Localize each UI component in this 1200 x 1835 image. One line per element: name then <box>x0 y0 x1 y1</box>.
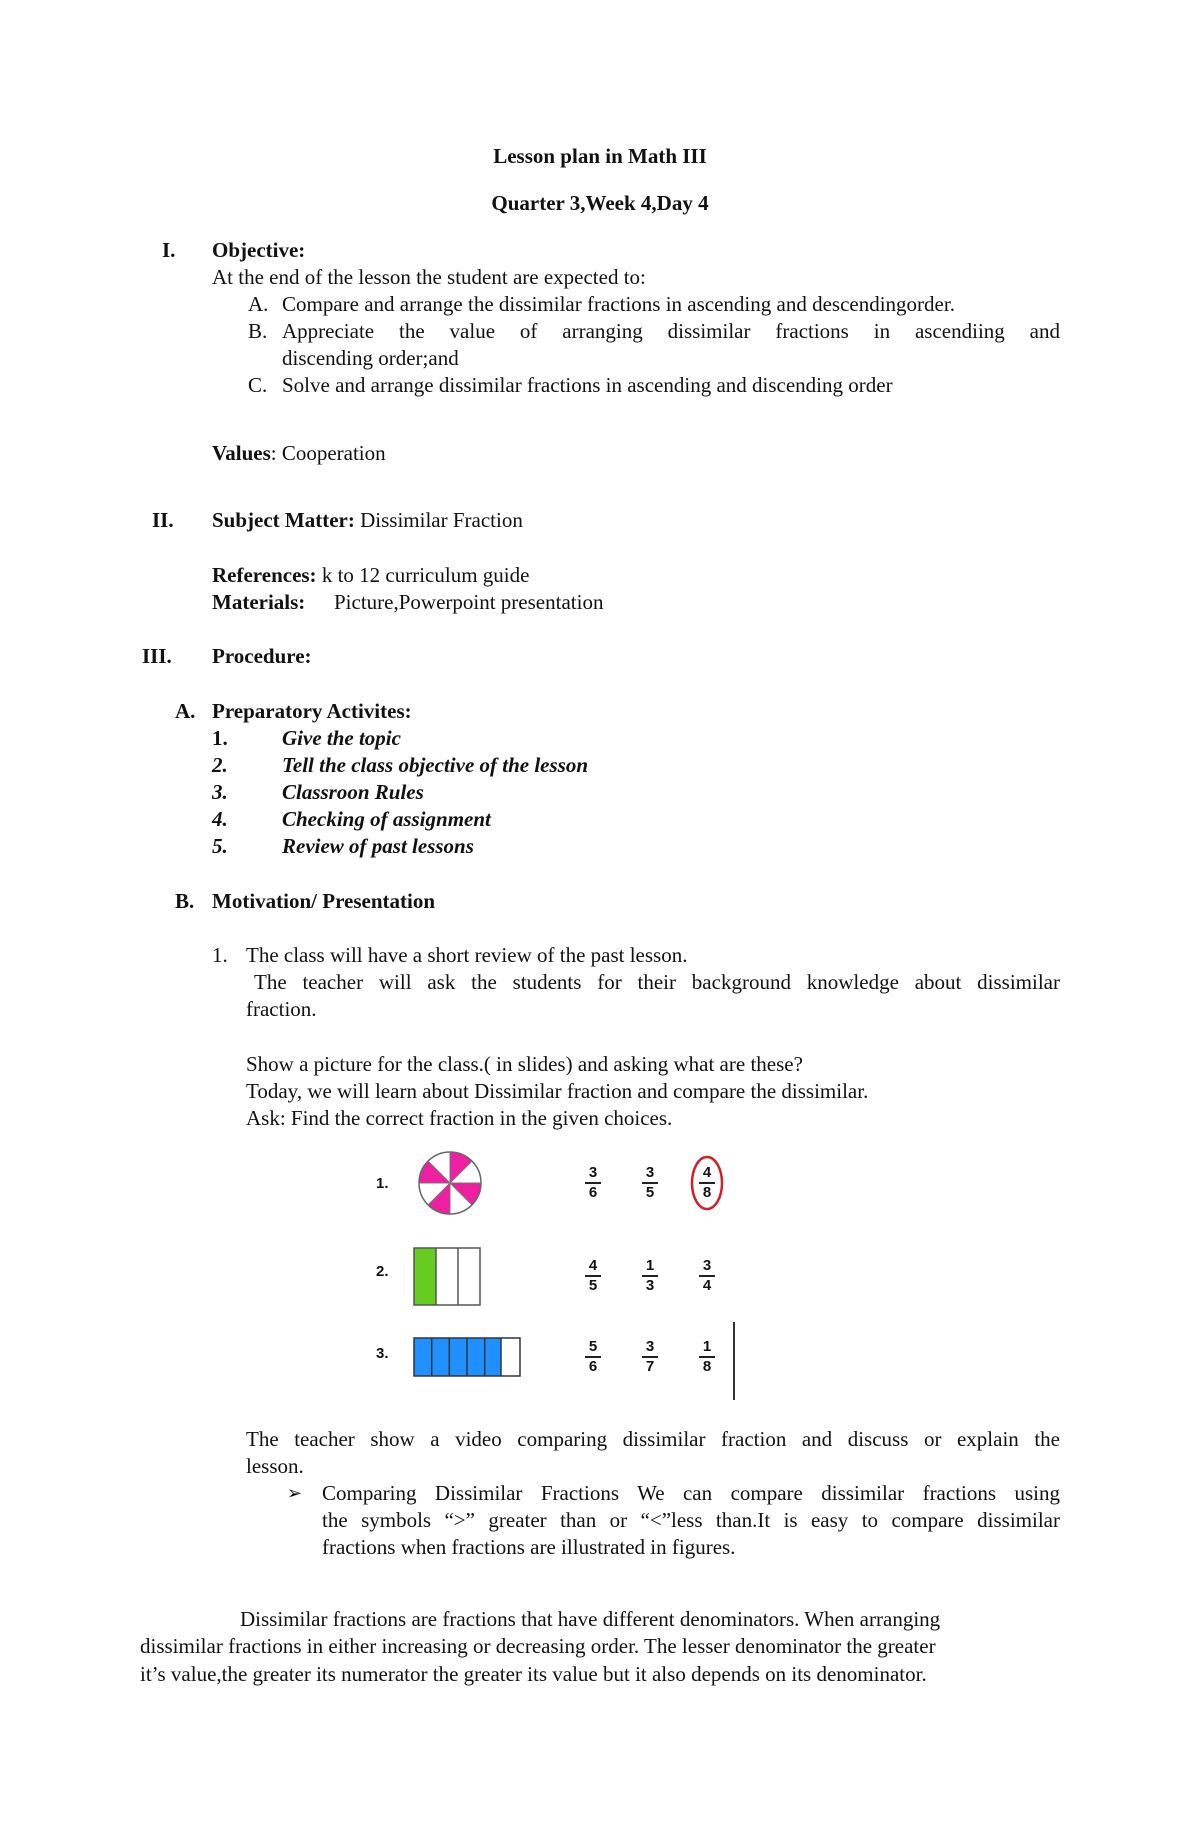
objective-b-text: Appreciate the value of arranging dissimilar fractions in ascendiing and <box>282 319 1060 343</box>
fraction-choice-correct: 4 8 <box>696 1164 718 1202</box>
pie-slice <box>428 1152 450 1183</box>
item-number: 1. <box>212 943 228 967</box>
show-line-2: Today, we will learn about Dissimilar fraction and compare the dissimilar. <box>246 1079 869 1103</box>
references-line <box>212 562 529 588</box>
objective-a-letter: A. <box>248 292 269 316</box>
values-text: : Cooperation <box>270 441 386 465</box>
page-subtitle: Quarter 3,Week 4,Day 4 <box>491 191 709 215</box>
pie-slice <box>419 1183 450 1205</box>
subsection-b-heading: Motivation/ Presentation <box>212 889 436 913</box>
objective-a-text: Compare and arrange the dissimilar fractions in ascending and descendingorder. <box>282 292 955 316</box>
answer-circle <box>692 1157 722 1209</box>
item-line-2: The teacher will ask the students for their background knowledge about dissimilar <box>254 970 1060 994</box>
page-title: Lesson plan in Math III <box>493 144 707 168</box>
closing-line-1: Dissimilar fractions are fractions that have different denominators. When arranging <box>240 1607 941 1631</box>
subsection-b-letter: B. <box>175 889 195 913</box>
item-line-1: The class will have a short review of the past lesson. <box>246 943 688 967</box>
pie-slice <box>450 1161 481 1183</box>
pie-slice <box>450 1183 481 1205</box>
values-label: Values <box>212 441 271 465</box>
bullet-line-3: fractions when fractions are illustrated in figures. <box>322 1535 736 1559</box>
video-line-2: lesson. <box>246 1454 304 1478</box>
step-number: 2. <box>212 753 228 777</box>
objective-b-letter: B. <box>248 319 268 343</box>
subsection-a-heading: Preparatory Activites: <box>212 699 412 723</box>
step-text: Checking of assignment <box>282 807 491 831</box>
objective-c-letter: C. <box>248 373 268 397</box>
step-text: Review of past lessons <box>282 834 474 858</box>
section-3-heading: Procedure: <box>212 644 312 668</box>
values-line <box>212 440 386 466</box>
figure-row-2-label: 2. <box>376 1263 389 1280</box>
fraction-choice: 3 5 <box>639 1164 661 1202</box>
bar-sixths <box>414 1338 520 1376</box>
fraction-choice: 3 7 <box>639 1338 661 1376</box>
fraction-choice: 3 4 <box>696 1257 718 1295</box>
step-text: Give the topic <box>282 726 401 750</box>
objective-c-text: Solve and arrange dissimilar fractions in ascending and discending order <box>282 373 893 397</box>
step-number: 3. <box>212 780 228 804</box>
materials-text: Picture,Powerpoint presentation <box>334 590 604 614</box>
show-line-3: Ask: Find the correct fraction in the given choices. <box>246 1106 673 1130</box>
pie-slice <box>450 1183 472 1214</box>
fraction-choice: 1 3 <box>639 1257 661 1295</box>
section-1-heading: Objective: <box>212 238 306 262</box>
show-line-1: Show a picture for the class.( in slides) and asking what are these? <box>246 1052 803 1076</box>
references-text: k to 12 curriculum guide <box>316 563 530 587</box>
bullet-arrow-icon: ➢ <box>287 1483 303 1503</box>
step-number: 5. <box>212 834 228 858</box>
bar-cell-shaded <box>414 1248 436 1305</box>
closing-line-3: it’s value,the greater its numerator the greater its value but it also depends on its denominator. <box>140 1662 927 1686</box>
subject-matter-line <box>212 507 523 533</box>
objective-b-text-cont: discending order;and <box>282 346 459 370</box>
subsection-a-letter: A. <box>175 699 196 723</box>
fraction-choice: 1 8 <box>696 1338 718 1376</box>
bullet-line-1: Comparing Dissimilar Fractions We can compare dissimilar fractions using <box>322 1481 1060 1505</box>
item-line-3: fraction. <box>246 997 317 1021</box>
fraction-choice: 3 6 <box>582 1164 604 1202</box>
materials-label: Materials: <box>212 590 306 614</box>
section-2-number: II. <box>152 508 174 532</box>
step-text: Classroon Rules <box>282 780 424 804</box>
pie-slice <box>450 1152 472 1183</box>
references-label: References: <box>212 563 317 587</box>
pie-slice <box>428 1183 450 1214</box>
pie-chart-eighths <box>419 1152 481 1214</box>
bar-cell-shaded <box>414 1338 501 1376</box>
subject-matter-text: Dissimilar Fraction <box>354 508 523 532</box>
bullet-line-2: the symbols “>” greater than or “<”less than.It is easy to compare dissimilar <box>322 1508 1060 1532</box>
figure-row-3-label: 3. <box>376 1345 389 1362</box>
step-number: 4. <box>212 807 228 831</box>
pie-slice <box>419 1161 450 1183</box>
section-1-number: I. <box>162 238 176 262</box>
objective-intro: At the end of the lesson the student are expected to: <box>212 265 646 289</box>
section-3-number: III. <box>142 644 172 668</box>
fraction-choice: 4 5 <box>582 1257 604 1295</box>
video-line-1: The teacher show a video comparing dissimilar fraction and discuss or explain the <box>246 1427 1060 1451</box>
bar-thirds <box>414 1248 480 1305</box>
closing-line-2: dissimilar fractions in either increasing or decreasing order. The lesser denominator the greater <box>140 1634 936 1658</box>
fraction-choice: 5 6 <box>582 1338 604 1376</box>
step-number: 1. <box>212 726 228 750</box>
figure-row-1-label: 1. <box>376 1175 389 1192</box>
step-text: Tell the class objective of the lesson <box>282 753 589 777</box>
subject-matter-label: Subject Matter: <box>212 508 355 532</box>
